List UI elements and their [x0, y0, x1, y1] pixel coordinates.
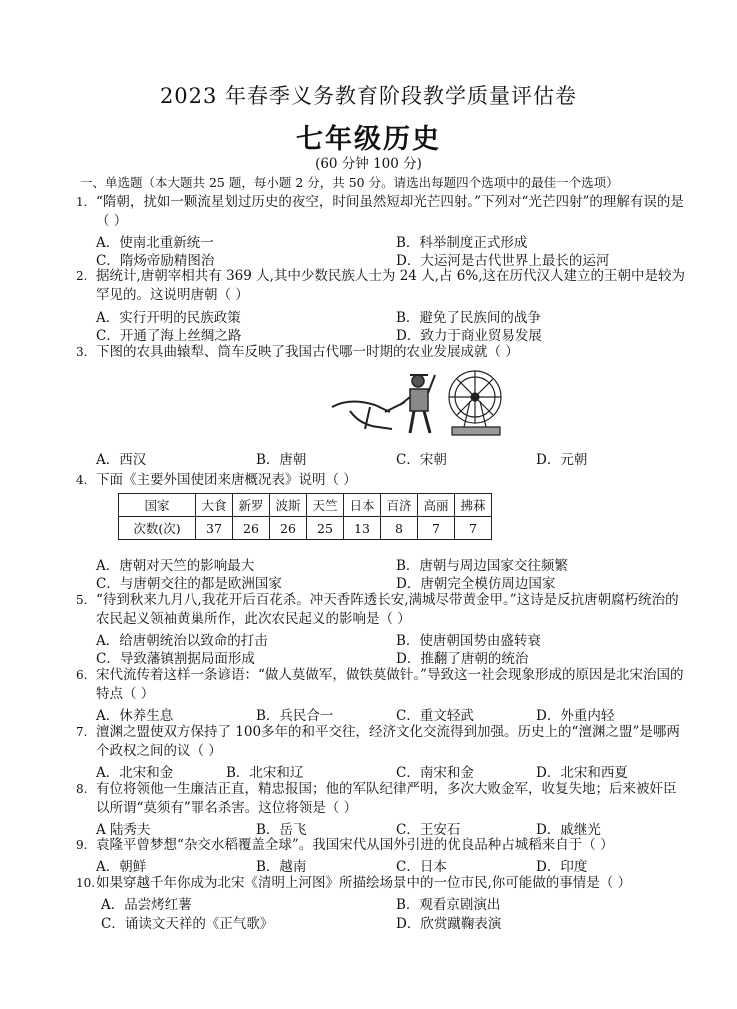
- option-c[interactable]: C．隋炀帝励精图治: [96, 253, 215, 269]
- question-stem: “待到秋来九月八,我花开后百花杀。冲天香阵透长安,满城尽带黄金甲。”这诗是反抗唐朝腐朽统治的农民起义领袖黄巢所作，此次农民起义的影响是（ ）: [96, 592, 679, 627]
- option-c[interactable]: C．与唐朝交往的都是欧洲国家: [96, 576, 282, 592]
- table-cell: 波斯: [270, 494, 307, 517]
- question-number: 5.: [76, 593, 88, 607]
- option-b[interactable]: B．岳飞: [256, 822, 307, 838]
- option-d[interactable]: D．戚继光: [536, 822, 601, 838]
- question-4: [76, 471, 686, 490]
- option-b[interactable]: B．兵民合一: [256, 708, 334, 724]
- question-stem: 袁隆平曾梦想“杂交水稻覆盖全球”。我国宋代从国外引进的优良品种占城稻来自于（ ）: [96, 837, 614, 853]
- question-number: 1.: [76, 195, 88, 209]
- option-c[interactable]: C．宋朝: [396, 452, 447, 468]
- question-number: 9.: [76, 838, 88, 852]
- envoy-table: [118, 493, 492, 540]
- option-a[interactable]: A．西汉: [96, 452, 147, 468]
- exam-subject: 七年级历史: [296, 124, 441, 155]
- option-b[interactable]: B．唐朝与周边国家交往频繁: [396, 558, 568, 574]
- option-d[interactable]: D．推翻了唐朝的统治: [396, 651, 529, 667]
- option-a[interactable]: A．使南北重新统一: [96, 235, 214, 251]
- question-6: [76, 666, 686, 704]
- table-cell: 国家: [119, 494, 196, 517]
- table-row: [119, 517, 492, 540]
- option-b[interactable]: B．避免了民族间的战争: [396, 310, 541, 326]
- question-3: [76, 343, 686, 362]
- water-wheel-icon: [449, 371, 501, 435]
- table-cell: 7: [455, 517, 492, 540]
- table-cell: 26: [233, 517, 270, 540]
- question-stem: 据统计,唐朝宰相共有 369 人,其中少数民族人士为 24 人,占 6%,这在历代汉人建立的王朝中是较为罕见的。这说明唐朝（ ）: [96, 268, 685, 303]
- option-c[interactable]: C．开通了海上丝绸之路: [96, 328, 242, 344]
- question-stem: 宋代流传着这样一条谚语：“做人莫做军，做铁莫做针。”导致这一社会现象形成的原因是北宋治国的特点（ ）: [96, 667, 684, 702]
- option-b[interactable]: B．北宋和辽: [226, 765, 304, 781]
- question-number: 8.: [76, 782, 88, 796]
- table-cell: 26: [270, 517, 307, 540]
- table-cell: 新罗: [233, 494, 270, 517]
- option-b[interactable]: B．科举制度正式形成: [396, 235, 528, 251]
- question-2: [76, 267, 686, 305]
- question-stem: 澶渊之盟使双方保持了 100多年的和平交往，经济文化交流得到加强。历史上的“澶渊之盟”是哪两个政权之间的议（ ）: [96, 724, 680, 759]
- question-1: [76, 193, 686, 231]
- option-d[interactable]: D．北宋和西夏: [536, 765, 628, 781]
- option-c[interactable]: C．王安石: [396, 822, 461, 838]
- option-c[interactable]: C．重文轻武: [396, 708, 474, 724]
- table-cell: 拂菻: [455, 494, 492, 517]
- exam-title: 2023 年春季义务教育阶段教学质量评估卷: [159, 84, 578, 108]
- option-d[interactable]: D．唐朝完全模仿周边国家: [396, 576, 556, 592]
- option-d[interactable]: D．大运河是古代世界上最长的运河: [396, 253, 610, 269]
- curved-plough-icon: [332, 401, 405, 429]
- table-header-row: [119, 494, 492, 517]
- option-d[interactable]: D．欣赏蹴鞠表演: [396, 916, 502, 932]
- question-8: [76, 780, 686, 818]
- option-a[interactable]: A．品尝烤红薯: [101, 897, 192, 913]
- option-d[interactable]: D．元朝: [536, 452, 588, 468]
- question-5: [76, 591, 686, 629]
- option-b[interactable]: B．唐朝: [256, 452, 307, 468]
- option-a[interactable]: A．北宋和金: [96, 765, 174, 781]
- farmer-icon: [400, 375, 435, 433]
- table-cell: 7: [418, 517, 455, 540]
- table-cell: 次数(次): [119, 517, 196, 540]
- table-cell: 日本: [344, 494, 381, 517]
- option-d[interactable]: D．致力于商业贸易发展: [396, 328, 542, 344]
- table-cell: 37: [196, 517, 233, 540]
- table-cell: 8: [381, 517, 418, 540]
- question-7: [76, 723, 686, 761]
- question-stem: 下图的农具曲辕犁、筒车反映了我国古代哪一时期的农业发展成就（ ）: [96, 344, 519, 360]
- table-cell: 13: [344, 517, 381, 540]
- question-number: 7.: [76, 725, 88, 739]
- option-b[interactable]: B．越南: [256, 859, 307, 875]
- exam-time: (60 分钟 100 分): [315, 156, 422, 172]
- option-b[interactable]: B．观看京剧演出: [396, 897, 501, 913]
- option-a[interactable]: A．给唐朝统治以致命的打击: [96, 633, 268, 649]
- question-9: [76, 836, 686, 855]
- table-cell: 百济: [381, 494, 418, 517]
- question-number: 6.: [76, 668, 88, 682]
- question-10: [76, 874, 686, 893]
- question-stem: 有位将领他一生廉洁正直，精忠报国；他的军队纪律严明，多次大败金军，收复失地；后来被奸臣以所谓“莫须有”罪名杀害。这位将领是（ ）: [96, 781, 677, 816]
- table-cell: 25: [307, 517, 344, 540]
- question-number: 10.: [76, 876, 96, 890]
- table-cell: 天竺: [307, 494, 344, 517]
- question-stem: “隋朝，扰如一颗流星划过历史的夜空，时间虽然短却光芒四射。”下列对“光芒四射”的理解有误的是（ ）: [96, 194, 684, 229]
- section-heading: 一、单选题（本大题共 25 题，每小题 2 分，共 50 分。请选出每题四个选项中的最佳一个选项）: [80, 175, 619, 190]
- plough-waterwheel-figure: [330, 367, 510, 439]
- option-a[interactable]: A 陆秀夫: [96, 822, 151, 838]
- question-number: 2.: [76, 269, 88, 283]
- question-stem: 下面《主要外国使团来唐概况表》说明（ ）: [96, 472, 357, 488]
- table-cell: 大食: [196, 494, 233, 517]
- table-cell: 高丽: [418, 494, 455, 517]
- option-a[interactable]: A．唐朝对天竺的影响最大: [96, 558, 255, 574]
- option-c[interactable]: C．日本: [396, 859, 447, 875]
- option-c[interactable]: C．诵读文天祥的《正气歌》: [101, 916, 274, 932]
- question-number: 4.: [76, 473, 88, 487]
- option-a[interactable]: A．朝鲜: [96, 859, 147, 875]
- option-d[interactable]: D．印度: [536, 859, 588, 875]
- option-b[interactable]: B．使唐朝国势由盛转衰: [396, 633, 541, 649]
- option-c[interactable]: C．导致藩镇割据局面形成: [96, 651, 255, 667]
- option-d[interactable]: D．外重内轻: [536, 708, 615, 724]
- question-number: 3.: [76, 345, 88, 359]
- option-a[interactable]: A．实行开明的民族政策: [96, 310, 241, 326]
- option-a[interactable]: A．休养生息: [96, 708, 174, 724]
- question-stem: 如果穿越千年你成为北宋《清明上河图》所描绘场景中的一位市民,你可能做的事情是（ ）: [96, 875, 632, 891]
- option-c[interactable]: C．南宋和金: [396, 765, 474, 781]
